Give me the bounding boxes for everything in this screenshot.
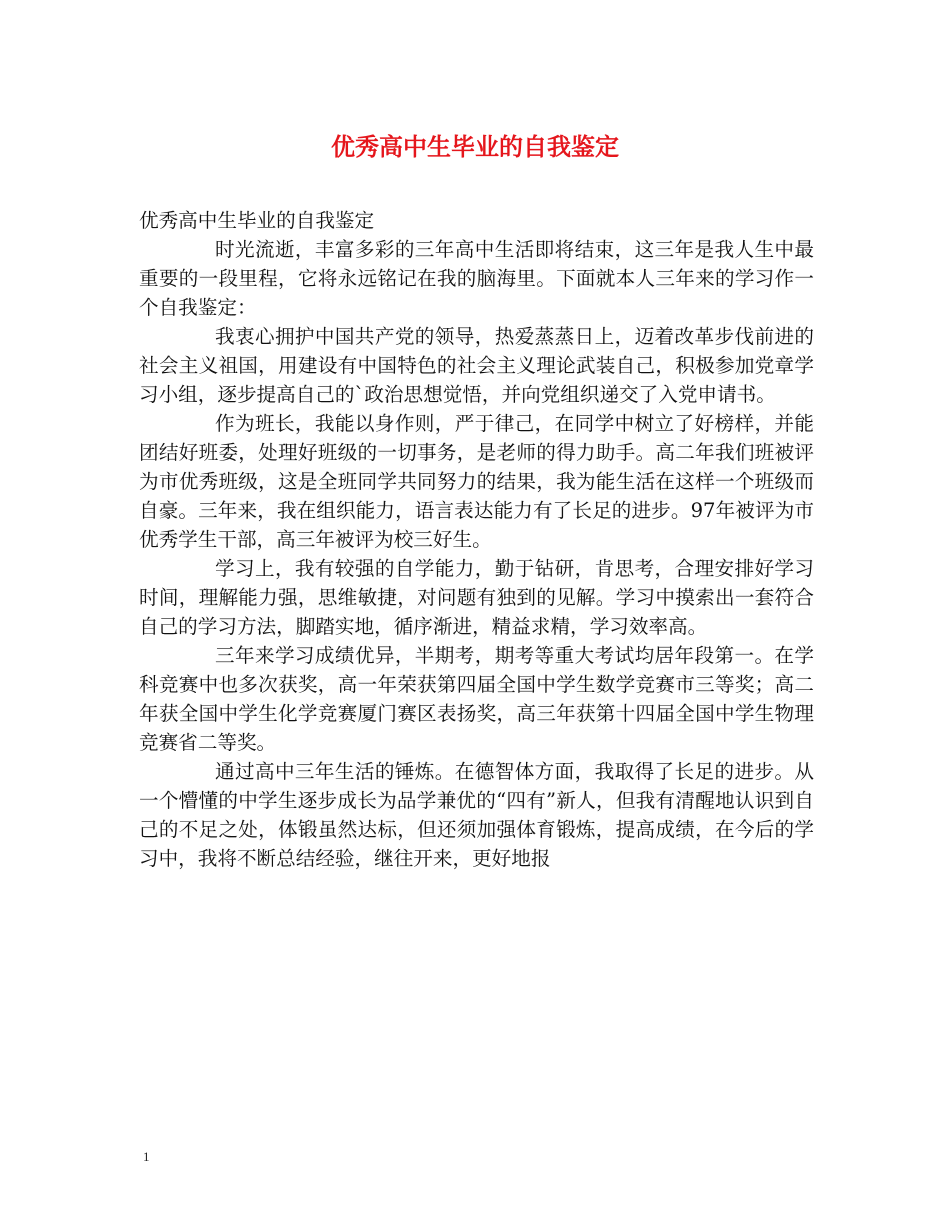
document-body: [139, 206, 814, 873]
page-number: 1: [143, 1149, 150, 1164]
paragraph-conclusion: 通过高中三年生活的锤炼。在德智体方面，我取得了长足的进步。从一个懵懂的中学生逐步成长为品学兼优的“四有”新人，但我有清醒地认识到自己的不足之处，体锻虽然达标，但还须加强体育锻炼，提高成绩，在今后的学习中，我将不断总结经验，继往开来，更好地报: [139, 760, 814, 870]
paragraph-class-monitor: 作为班长，我能以身作则，严于律己，在同学中树立了好榜样，并能团结好班委，处理好班级的一切事务，是老师的得力助手。高二年我们班被评为市优秀班级，这是全班同学共同努力的结果，我为能生活在这样一个班级而自豪。三年来，我在组织能力，语言表达能力有了长足的进步。97年被评为市优秀学生干部，高三年被评为校三好生。: [139, 412, 814, 551]
document-title: 优秀高中生毕业的自我鉴定: [331, 132, 619, 161]
paragraph-study: 学习上，我有较强的自学能力，勤于钻研，肯思考，合理安排好学习时间，理解能力强，思维敏捷，对问题有独到的见解。学习中摸索出一套符合自己的学习方法，脚踏实地，循序渐进，精益求精，学习效率高。: [139, 557, 814, 638]
paragraph-intro: 时光流逝，丰富多彩的三年高中生活即将结束，这三年是我人生中最重要的一段里程，它将永远铭记在我的脑海里。下面就本人三年来的学习作一个自我鉴定：: [139, 238, 814, 319]
paragraph-political: 我衷心拥护中国共产党的领导，热爱蒸蒸日上，迈着改革步伐前进的社会主义祖国，用建设有中国特色的社会主义理论武装自己，积极参加党章学习小组，逐步提高自己的`政治思想觉悟，并向党组织递交了入党申请书。: [139, 325, 814, 406]
document-subtitle: 优秀高中生毕业的自我鉴定: [139, 209, 375, 232]
paragraph-achievements: 三年来学习成绩优异，半期考，期考等重大考试均居年段第一。在学科竞赛中也多次获奖，高一年荣获第四届全国中学生数学竞赛市三等奖；高二年获全国中学生化学竞赛厦门赛区表扬奖，高三年获第十四届全国中学生物理竞赛省二等奖。: [139, 644, 814, 754]
